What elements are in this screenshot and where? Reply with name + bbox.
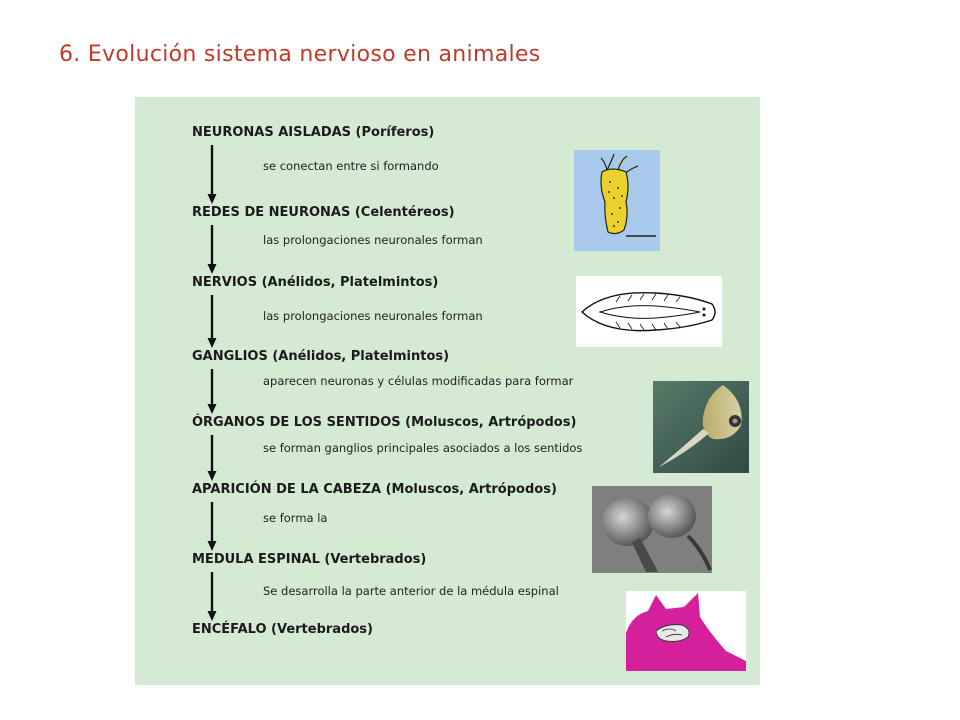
fly-head-micrograph [592,486,712,573]
connector-label-2: las prolongaciones neuronales forman [263,233,483,247]
down-arrow-icon [207,295,217,349]
cat-brain-illustration [626,591,746,671]
stage-brain: ENCÉFALO (Vertebrados) [192,622,373,637]
stage-head-appearance: APARICIÓN DE LA CABEZA (Moluscos, Artrópodos) [192,482,557,497]
flatworm-illustration [576,276,722,347]
down-arrow-icon [207,369,217,415]
connector-label-1: se conectan entre si formando [263,159,439,173]
down-arrow-icon [207,145,217,205]
connector-label-7: Se desarrolla la parte anterior de la médula espinal [263,584,559,598]
connector-label-3: las prolongaciones neuronales forman [263,309,483,323]
hydra-illustration [574,150,660,251]
down-arrow-icon [207,502,217,552]
slide-title: 6. Evolución sistema nervioso en animales [59,42,541,67]
stage-spinal-cord: MEDULA ESPINAL (Vertebrados) [192,552,427,567]
squid-photo [653,381,749,473]
connector-label-5: se forman ganglios principales asociados a los sentidos [263,441,583,455]
stage-nerves: NERVIOS (Anélidos, Platelmintos) [192,275,439,290]
down-arrow-icon [207,435,217,482]
connector-label-4: aparecen neuronas y células modificadas para formar [263,374,574,388]
evolution-diagram [135,97,760,685]
down-arrow-icon [207,225,217,275]
stage-isolated-neurons: NEURONAS AISLADAS (Poríferos) [192,125,435,140]
stage-ganglia: GANGLIOS (Anélidos, Platelmintos) [192,349,450,364]
connector-label-6: se forma la [263,511,328,525]
stage-neuron-networks: REDES DE NEURONAS (Celentéreos) [192,205,455,220]
stage-sense-organs: ÓRGANOS DE LOS SENTIDOS (Moluscos, Artrópodos) [192,415,577,430]
down-arrow-icon [207,572,217,622]
